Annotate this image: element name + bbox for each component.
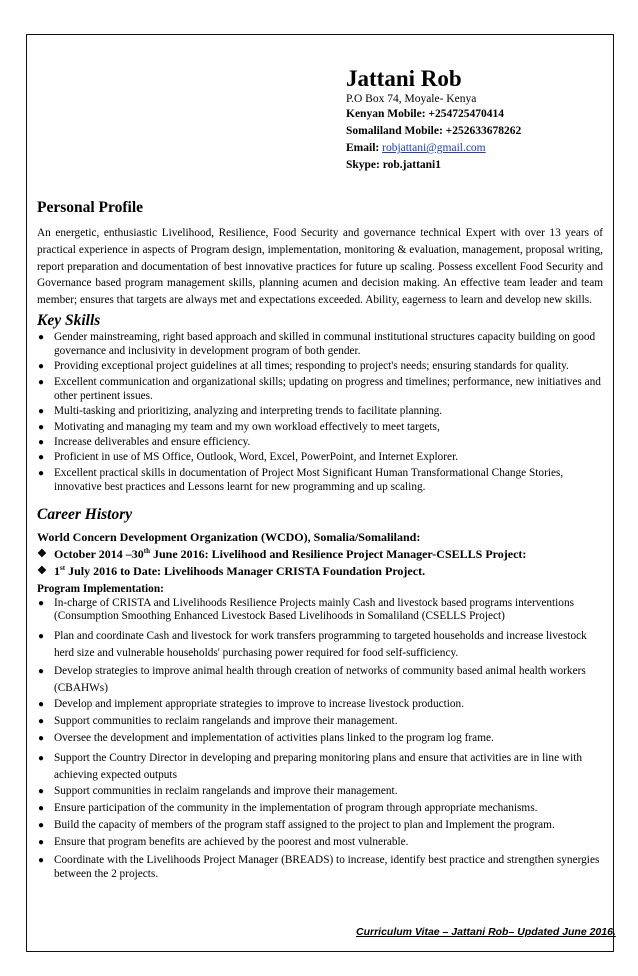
email-link[interactable]: robjattani@gmail.com — [382, 142, 486, 154]
list-item: ● Develop strategies to improve animal health through creation of networks of community based animal health workers (CBAHWs) — [38, 664, 586, 694]
organization-name: World Concern Development Organization (WCDO), Somalia/Somaliland: — [37, 529, 421, 544]
bullet-icon: ● — [38, 854, 45, 866]
list-item: ● In-charge of CRISTA and Livelihoods Resilience Projects mainly Cash and livestock based programs interventions (Consumption Smoothing Enhanced Livestock Based Livelihoods in Somaliland (CSELLS Project) — [38, 596, 575, 623]
skills-heading: Key Skills — [37, 311, 101, 329]
bullet-icon: ● — [38, 698, 45, 710]
bullet-icon: ● — [38, 802, 45, 814]
list-item: ● Proficient in use of MS Office, Outlook, Word, Excel, PowerPoint, and Internet Explorer. — [38, 451, 459, 464]
bullet-icon: ● — [38, 597, 45, 609]
cv-header — [346, 66, 606, 174]
kenyan-mobile: Kenyan Mobile: +254725470414 — [346, 108, 504, 120]
list-item: ● Excellent practical skills in documentation of Project Most Significant Human Transformational Change Stories, innovative best practices and Lessons learnt for new programming and up scaling. — [38, 466, 564, 493]
bullet-icon: ● — [38, 376, 45, 388]
profile-heading: Personal Profile — [37, 199, 144, 216]
role-entry-2: ❖ 1st July 2016 to Date: Livelihoods Manager CRISTA Foundation Project. — [37, 563, 426, 578]
bullet-icon: ● — [38, 406, 45, 418]
list-item: ● Develop and implement appropriate strategies to improve to increase livestock production. — [38, 697, 465, 710]
list-item: ● Support communities to reclaim rangelands and improve their management. — [38, 714, 398, 727]
list-item: ● Increase deliverables and ensure efficiency. — [38, 436, 251, 448]
bullet-icon: ● — [38, 820, 45, 832]
list-item: ● Excellent communication and organizational skills; updating on progress and timelines; performance, new initiatives and other pertinent issues. — [38, 375, 601, 402]
list-item: ● Ensure that program benefits are achieved by the poorest and most vulnerable. — [38, 836, 409, 849]
skills-list — [37, 331, 603, 495]
list-item: ● Motivating and managing my team and my own workload effectively to meet targets, — [38, 420, 440, 433]
profile-text: An energetic, enthusiastic Livelihood, Resilience, Food Security and governance technical Expert with over 13 years of practical experience in aspects of Program design, implementation, monitoring & evaluation, management, proposal writing, report preparation and documentation of best innovative practices for future up scaling. Possess excellent Food Security and Governance based program management skills, planning acumen and decision making. An effective team leader and team member; ensures that targets are always met and expectations exceeded. Ability, eagerness to learn and develop new skills. — [37, 227, 603, 307]
list-item: ● Support communities in reclaim rangelands and improve their management. — [38, 784, 398, 797]
footer-note: Curriculum Vitae – Jattani Rob– Updated June 2016. — [356, 926, 616, 938]
list-item: ● Coordinate with the Livelihoods Project Manager (BREADS) to increase, identify best practice and strengthen synergies between the 2 projects. — [38, 853, 600, 880]
list-item: ● Support the Country Director in developing and preparing monitoring plans and ensure that activities are in line with achieving expected outputs — [38, 751, 583, 781]
bullet-icon: ● — [38, 733, 45, 745]
applicant-name: Jattani Rob — [346, 66, 462, 91]
bullet-icon: ● — [38, 665, 45, 677]
cv-body — [37, 198, 603, 885]
bullet-icon: ● — [38, 361, 45, 373]
list-item: ● Multi-tasking and prioritizing, analyzing and interpreting trends to facilitate planning. — [38, 405, 443, 418]
program-implementation-heading: Program Implementation: — [37, 582, 164, 595]
list-item: ● Gender mainstreaming, right based approach and skilled in communal institutional structures capacity building on good governance and inclusivity in development program of both gender. — [38, 330, 596, 357]
bullet-icon: ● — [38, 785, 45, 797]
email-line — [346, 140, 606, 157]
bullet-icon: ● — [38, 630, 45, 642]
career-duties-list — [37, 597, 603, 882]
list-item: ● Providing exceptional project guidelines at all times; responding to project's needs; ensuring standards for quality. — [38, 360, 569, 373]
bullet-icon: ● — [38, 437, 45, 448]
career-heading: Career History — [37, 505, 133, 523]
bullet-icon: ● — [38, 837, 45, 849]
bullet-icon: ● — [38, 752, 45, 764]
role-entry-1: ❖ October 2014 –30th June 2016: Livelihood and Resilience Project Manager-CSELLS Project: — [37, 546, 527, 561]
list-item: ● Oversee the development and implementation of activities plans linked to the program log frame. — [38, 732, 494, 745]
diamond-bullet-icon: ❖ — [37, 547, 47, 560]
postal-address: P.O Box 74, Moyale- Kenya — [346, 93, 477, 105]
list-item: ● Plan and coordinate Cash and livestock for work transfers programming to targeted households and increase livestock herd size and vulnerable households' purchasing power required for food self-sufficiency. — [38, 629, 587, 659]
bullet-icon: ● — [38, 467, 45, 479]
list-item: ● Build the capacity of members of the program staff assigned to the project to plan and Implement the program. — [38, 819, 555, 832]
list-item: ● Ensure participation of the community in the implementation of program through appropriate mechanisms. — [38, 801, 538, 814]
skype-id: Skype: rob.jattani1 — [346, 159, 441, 171]
bullet-icon: ● — [38, 331, 45, 343]
email-label: Email: — [346, 142, 383, 154]
bullet-icon: ● — [38, 421, 45, 433]
bullet-icon: ● — [38, 452, 45, 464]
bullet-icon: ● — [38, 715, 45, 727]
diamond-bullet-icon: ❖ — [37, 564, 47, 577]
somaliland-mobile: Somaliland Mobile: +252633678262 — [346, 125, 522, 137]
